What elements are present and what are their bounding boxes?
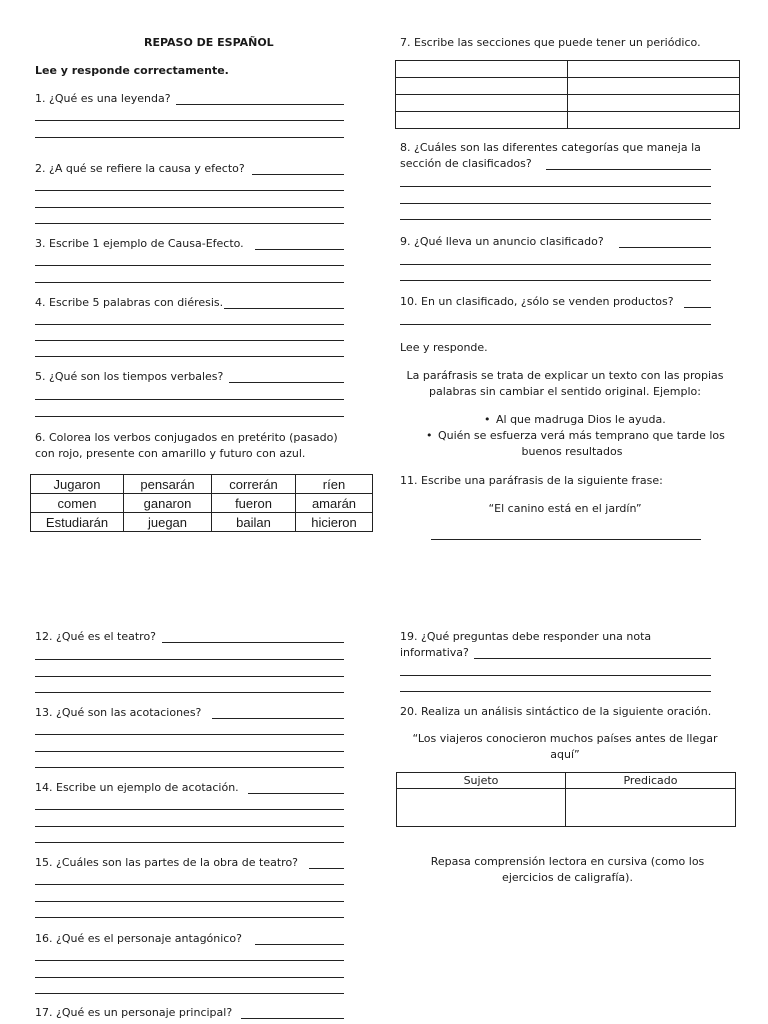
answer-line[interactable]	[35, 416, 344, 417]
question-19-line2: informativa?	[400, 646, 469, 659]
verb-cell[interactable]: juegan	[124, 513, 212, 532]
question-6-line2: con rojo, presente con amarillo y futuro con azul.	[35, 447, 306, 460]
question-8-line1: 8. ¿Cuáles son las diferentes categorías que maneja la	[400, 141, 701, 154]
table-cell[interactable]	[396, 95, 568, 112]
question-12: 12. ¿Qué es el teatro?	[35, 630, 157, 643]
question-17: 17. ¿Qué es un personaje principal?	[35, 1006, 233, 1019]
example-bullet-2-cont: buenos resultados	[521, 445, 623, 458]
answer-line[interactable]	[35, 120, 344, 121]
answer-line[interactable]	[255, 249, 344, 250]
answer-line[interactable]	[35, 356, 344, 357]
header-predicate: Predicado	[566, 773, 736, 789]
question-14: 14. Escribe un ejemplo de acotación.	[35, 781, 239, 794]
verb-cell[interactable]: ganaron	[124, 494, 212, 513]
question-19-line1: 19. ¿Qué preguntas debe responder una nota	[400, 630, 652, 643]
answer-line[interactable]	[400, 219, 711, 220]
answer-line[interactable]	[252, 174, 344, 175]
answer-line[interactable]	[35, 207, 344, 208]
sections-table	[395, 60, 740, 129]
answer-line[interactable]	[35, 842, 344, 843]
verb-cell[interactable]: correrán	[212, 475, 296, 494]
answer-line[interactable]	[35, 659, 344, 660]
answer-line[interactable]	[35, 826, 344, 827]
paraphrase-definition-line1: La paráfrasis se trata de explicar un texto con las propias	[406, 369, 724, 382]
answer-line[interactable]	[229, 382, 344, 383]
verbs-table	[30, 474, 373, 532]
answer-line[interactable]	[35, 676, 344, 677]
verb-cell[interactable]: fueron	[212, 494, 296, 513]
paraphrase-definition-line2: palabras sin cambiar el sentido original. Ejemplo:	[429, 385, 701, 398]
answer-line[interactable]	[400, 264, 711, 265]
question-20: 20. Realiza un análisis sintáctico de la siguiente oración.	[400, 705, 712, 718]
answer-line[interactable]	[35, 960, 344, 961]
answer-line[interactable]	[684, 307, 711, 308]
answer-line[interactable]	[255, 944, 344, 945]
answer-line[interactable]	[35, 692, 344, 693]
question-5: 5. ¿Qué son los tiempos verbales?	[35, 370, 224, 383]
answer-line[interactable]	[35, 751, 344, 752]
question-7: 7. Escribe las secciones que puede tener un periódico.	[400, 36, 701, 49]
verb-cell[interactable]: comen	[31, 494, 124, 513]
answer-line[interactable]	[35, 884, 344, 885]
table-cell[interactable]	[568, 78, 740, 95]
answer-line[interactable]	[35, 734, 344, 735]
question-6-line1: 6. Colorea los verbos conjugados en pretérito (pasado)	[35, 431, 338, 444]
answer-line[interactable]	[35, 901, 344, 902]
question-1: 1. ¿Qué es una leyenda?	[35, 92, 171, 105]
answer-line[interactable]	[224, 308, 344, 309]
table-cell[interactable]	[568, 61, 740, 78]
table-cell[interactable]	[396, 78, 568, 95]
question-4: 4. Escribe 5 palabras con diéresis.	[35, 296, 224, 309]
answer-line[interactable]	[176, 104, 344, 105]
answer-line[interactable]	[400, 324, 711, 325]
answer-line[interactable]	[35, 190, 344, 191]
answer-line[interactable]	[309, 868, 344, 869]
phrase-to-paraphrase: “El canino está en el jardín”	[488, 502, 642, 515]
answer-line[interactable]	[35, 265, 344, 266]
page-title: REPASO DE ESPAÑOL	[144, 36, 274, 49]
verb-cell[interactable]: pensarán	[124, 475, 212, 494]
answer-line[interactable]	[35, 917, 344, 918]
answer-line[interactable]	[212, 718, 344, 719]
answer-line[interactable]	[35, 977, 344, 978]
final-note-line1: Repasa comprensión lectora en cursiva (como los	[430, 855, 705, 868]
sentence-line2: aquí”	[550, 748, 580, 761]
instruction: Lee y responde correctamente.	[35, 64, 229, 77]
answer-line[interactable]	[35, 399, 344, 400]
question-9: 9. ¿Qué lleva un anuncio clasificado?	[400, 235, 604, 248]
answer-line[interactable]	[546, 169, 711, 170]
answer-line[interactable]	[35, 282, 344, 283]
answer-line[interactable]	[35, 993, 344, 994]
table-cell[interactable]	[396, 112, 568, 129]
question-10: 10. En un clasificado, ¿sólo se venden productos?	[400, 295, 674, 308]
table-cell[interactable]	[396, 61, 568, 78]
subject-cell[interactable]	[397, 789, 566, 827]
table-cell[interactable]	[568, 95, 740, 112]
instruction-read: Lee y responde.	[400, 341, 488, 354]
answer-line[interactable]	[35, 137, 344, 138]
table-cell[interactable]	[568, 112, 740, 129]
answer-line[interactable]	[400, 280, 711, 281]
question-11: 11. Escribe una paráfrasis de la siguiente frase:	[400, 474, 663, 487]
sentence-line1: “Los viajeros conocieron muchos países antes de llegar	[412, 732, 718, 745]
question-3: 3. Escribe 1 ejemplo de Causa-Efecto.	[35, 237, 244, 250]
verb-cell[interactable]: hicieron	[296, 513, 373, 532]
answer-line[interactable]	[248, 793, 344, 794]
question-16: 16. ¿Qué es el personaje antagónico?	[35, 932, 242, 945]
answer-line[interactable]	[241, 1018, 344, 1019]
example-bullet-2: • Quién se esfuerza verá más temprano que tarde los	[438, 429, 725, 443]
question-8-line2: sección de clasificados?	[400, 157, 532, 170]
answer-line[interactable]	[35, 340, 344, 341]
answer-line[interactable]	[400, 691, 711, 692]
question-13: 13. ¿Qué son las acotaciones?	[35, 706, 202, 719]
verb-cell[interactable]: amarán	[296, 494, 373, 513]
predicate-cell[interactable]	[566, 789, 736, 827]
answer-line[interactable]	[35, 324, 344, 325]
answer-line[interactable]	[400, 186, 711, 187]
syntax-table	[396, 772, 736, 827]
answer-line[interactable]	[474, 658, 711, 659]
answer-line[interactable]	[35, 809, 344, 810]
answer-line[interactable]	[162, 642, 344, 643]
answer-line[interactable]	[35, 767, 344, 768]
answer-line[interactable]	[619, 247, 711, 248]
question-2: 2. ¿A qué se refiere la causa y efecto?	[35, 162, 245, 175]
question-15: 15. ¿Cuáles son las partes de la obra de teatro?	[35, 856, 299, 869]
final-note-line2: ejercicios de caligrafía).	[502, 871, 633, 884]
verb-cell[interactable]: Estudiarán	[31, 513, 124, 532]
example-bullet-1: • Al que madruga Dios le ayuda.	[496, 413, 666, 427]
verb-cell[interactable]: ríen	[296, 475, 373, 494]
answer-line[interactable]	[431, 539, 701, 540]
answer-line[interactable]	[400, 675, 711, 676]
verb-cell[interactable]: Jugaron	[31, 475, 124, 494]
answer-line[interactable]	[400, 203, 711, 204]
header-subject: Sujeto	[397, 773, 566, 789]
answer-line[interactable]	[35, 223, 344, 224]
verb-cell[interactable]: bailan	[212, 513, 296, 532]
